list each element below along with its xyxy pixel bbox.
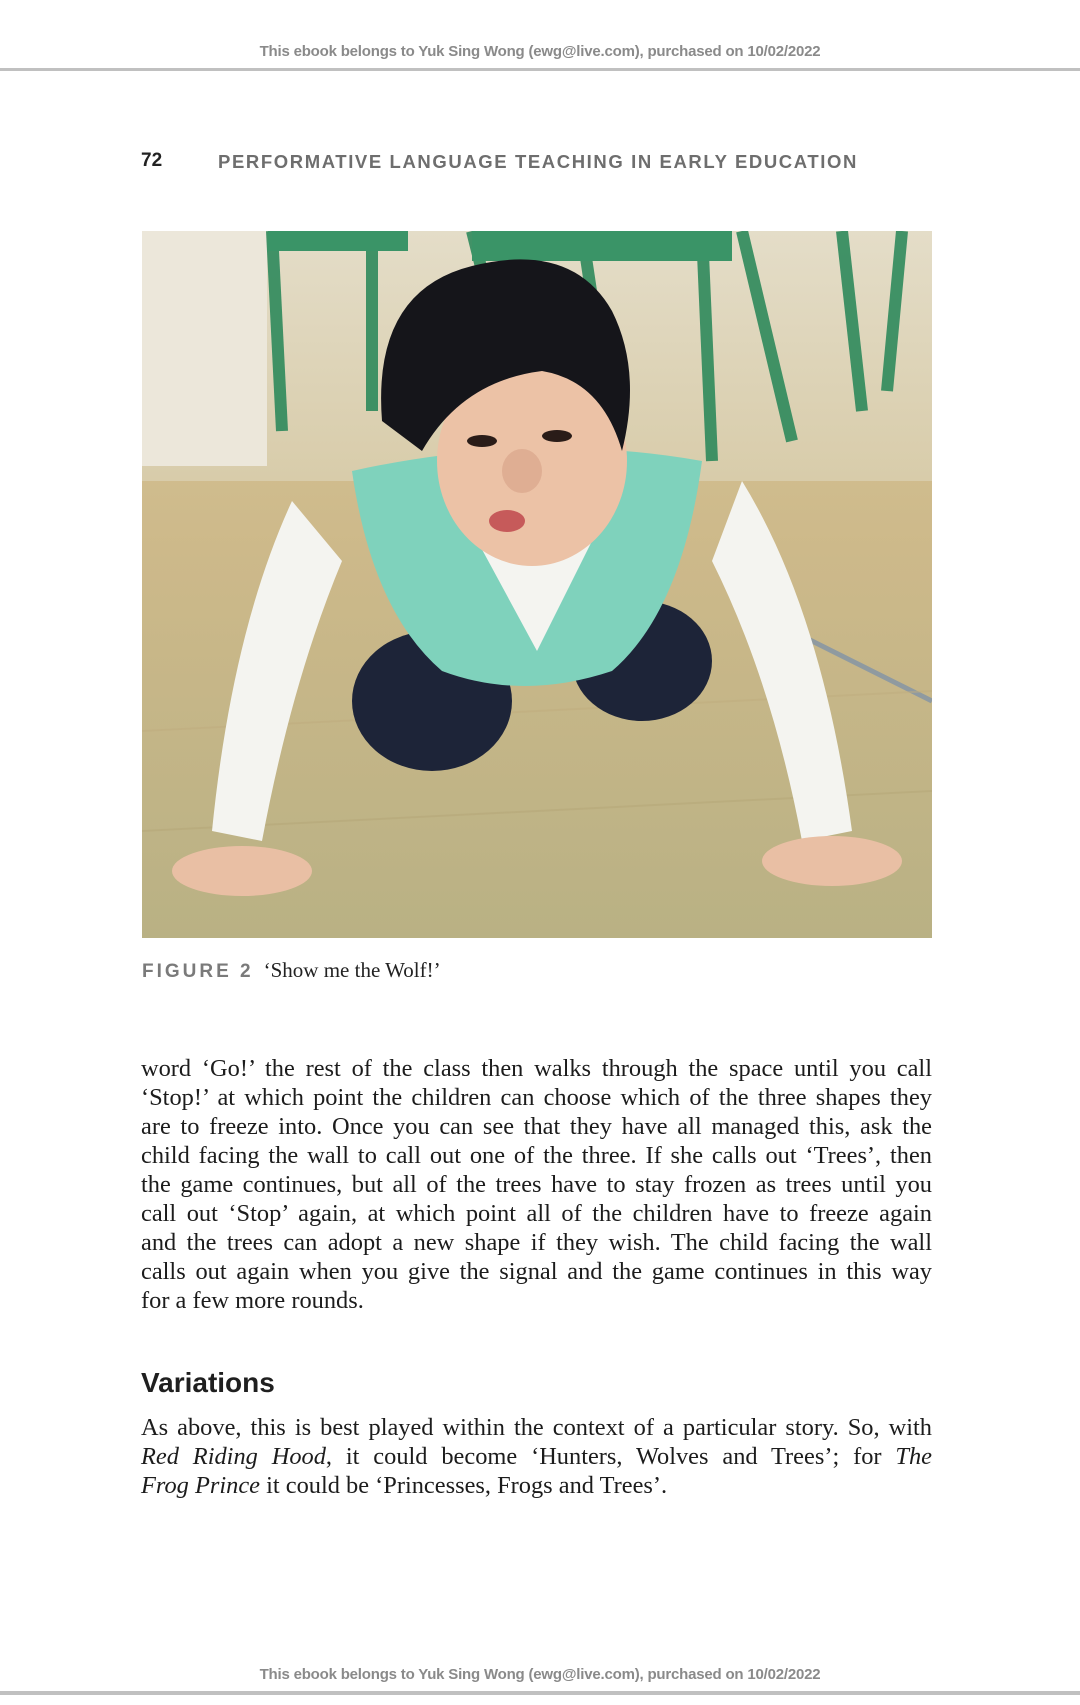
text-line: word ‘Go!’ the rest of the class then walks through the space until you call <box>141 1055 932 1082</box>
variations-paragraph <box>141 1413 932 1500</box>
text-span: , it could become ‘Hunters, Wolves and Trees’; for <box>325 1443 896 1470</box>
figure-label: FIGURE 2 <box>142 961 254 982</box>
body-paragraph <box>141 1054 932 1315</box>
text-line: the game continues, but all of the trees have to stay frozen as trees until you <box>141 1171 932 1198</box>
watermark-bottom: This ebook belongs to Yuk Sing Wong (ewg@live.com), purchased on 10/02/2022 <box>259 1666 821 1683</box>
text-line: call out ‘Stop’ again, at which point all of the children have to freeze again <box>141 1200 932 1227</box>
watermark-top: This ebook belongs to Yuk Sing Wong (ewg@live.com), purchased on 10/02/2022 <box>259 43 821 60</box>
header-rule <box>0 68 1080 71</box>
figure-caption-text: ‘Show me the Wolf!’ <box>263 958 441 982</box>
running-head <box>141 150 941 174</box>
book-title-italic: The <box>895 1443 932 1470</box>
text-line: child facing the wall to call out one of the three. If she calls out ‘Trees’, then <box>141 1142 932 1169</box>
figure-photo <box>142 231 932 938</box>
text-line <box>141 1471 932 1500</box>
text-line: As above, this is best played within the context of a particular story. So, with <box>141 1414 932 1441</box>
text-line: ‘Stop!’ at which point the children can choose which of the three shapes they <box>141 1084 932 1111</box>
page-number: 72 <box>141 150 163 171</box>
text-line: are to freeze into. Once you can see that they have all managed this, ask the <box>141 1113 932 1140</box>
section-heading: Variations <box>141 1367 275 1398</box>
text-line: calls out again when you give the signal and the game continues in this way <box>141 1258 932 1285</box>
boy-crawling-image <box>142 231 932 938</box>
footer-rule <box>0 1691 1080 1695</box>
text-line <box>141 1442 932 1471</box>
text-line: for a few more rounds. <box>141 1287 364 1314</box>
book-title: PERFORMATIVE LANGUAGE TEACHING IN EARLY EDUCATION <box>218 151 858 172</box>
book-title-italic: Red Riding Hood <box>141 1443 326 1470</box>
text-line: and the trees can adopt a new shape if they wish. The child facing the wall <box>141 1229 932 1256</box>
figure-caption <box>142 958 441 983</box>
book-title-italic: Frog Prince <box>141 1472 260 1499</box>
text-span: it could be ‘Princesses, Frogs and Trees’. <box>260 1472 668 1499</box>
